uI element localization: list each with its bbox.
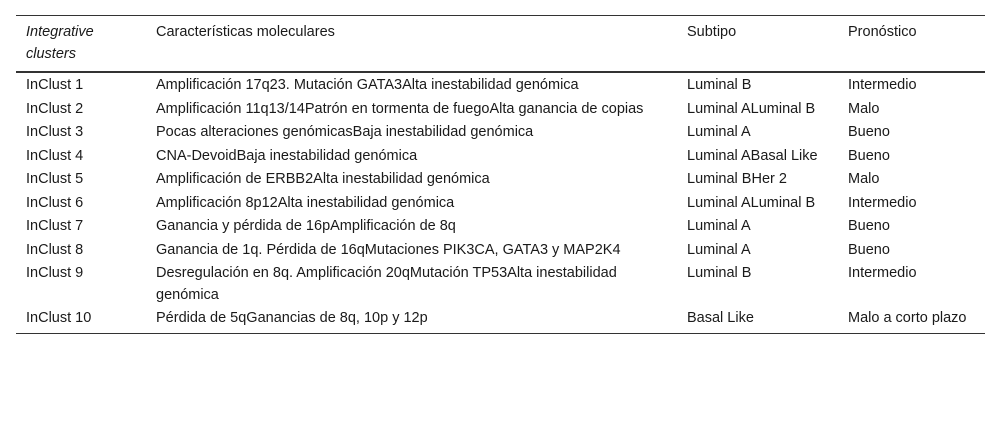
cell-subtype: Luminal A xyxy=(687,241,751,258)
cell-subtype: Luminal A xyxy=(687,218,751,234)
cell-cluster: InClust 5 xyxy=(26,171,84,187)
cell-subtype: Luminal ABasal Like xyxy=(687,147,818,164)
cell-prognosis: Malo a corto plazo xyxy=(838,307,985,333)
cell-prognosis: Bueno xyxy=(848,124,890,140)
cell-subtype: Luminal B xyxy=(687,265,752,281)
cell-cluster: InClust 4 xyxy=(26,147,84,164)
cell-subtype: Luminal ALuminal B xyxy=(687,100,816,117)
table-row xyxy=(16,239,985,263)
cell-features: Ganancia de 1q. Pérdida de 16qMutaciones PIK3CA, GATA3 y MAP2K4 xyxy=(156,241,621,258)
cell-features: Amplificación 17q23. Mutación GATA3Alta inestabilidad genómica xyxy=(156,77,579,93)
cell-subtype: Luminal BHer 2 xyxy=(687,171,787,187)
table-row xyxy=(16,72,985,98)
header-pronostico: Pronóstico xyxy=(838,16,985,73)
cell-prognosis: Bueno xyxy=(848,241,890,258)
cell-prognosis: Malo xyxy=(848,171,880,187)
header-caracteristicas: Características moleculares xyxy=(146,16,677,73)
table-row xyxy=(16,192,985,216)
cell-cluster: InClust 3 xyxy=(26,124,84,140)
cell-features: Pérdida de 5qGanancias de 8q, 10p y 12p xyxy=(146,307,677,333)
cell-subtype: Basal Like xyxy=(677,307,838,333)
table-row xyxy=(16,98,985,122)
table-row xyxy=(16,307,985,333)
cell-prognosis: Intermedio xyxy=(848,265,917,281)
table-row xyxy=(16,121,985,145)
table-header xyxy=(16,16,985,73)
cell-cluster: InClust 2 xyxy=(26,100,84,117)
cell-prognosis: Bueno xyxy=(848,218,890,234)
cell-cluster: InClust 1 xyxy=(26,77,84,93)
header-row xyxy=(16,16,985,73)
cell-features: Amplificación 11q13/14Patrón en tormenta de fuegoAlta ganancia de copias xyxy=(156,100,644,117)
cell-cluster: InClust 10 xyxy=(16,307,146,333)
cell-cluster: InClust 8 xyxy=(26,241,84,258)
cell-features: Ganancia y pérdida de 16pAmplificación de 8q xyxy=(156,218,456,234)
cell-prognosis: Intermedio xyxy=(848,77,917,93)
cell-features: Amplificación 8p12Alta inestabilidad genómica xyxy=(156,194,455,211)
cell-prognosis: Intermedio xyxy=(848,194,917,211)
table-row xyxy=(16,262,985,307)
table-row xyxy=(16,168,985,192)
clusters-table xyxy=(16,15,985,334)
cell-prognosis: Malo xyxy=(848,100,880,117)
table-row xyxy=(16,215,985,239)
cell-cluster: InClust 9 xyxy=(26,265,84,281)
cell-cluster: InClust 7 xyxy=(26,218,84,234)
cell-subtype: Luminal A xyxy=(687,124,751,140)
cell-features: Desregulación en 8q. Amplificación 20qMutación TP53Alta inestabilidad genómica xyxy=(156,265,617,303)
cell-features: CNA-DevoidBaja inestabilidad genómica xyxy=(156,147,418,164)
header-integrative-clusters: Integrative clusters xyxy=(16,16,146,73)
table-body xyxy=(16,72,985,333)
cell-prognosis: Bueno xyxy=(848,147,890,164)
cell-features: Amplificación de ERBB2Alta inestabilidad genómica xyxy=(156,171,490,187)
cell-cluster: InClust 6 xyxy=(26,194,84,211)
cell-features: Pocas alteraciones genómicasBaja inestabilidad genómica xyxy=(156,124,534,140)
cell-subtype: Luminal B xyxy=(687,77,752,93)
cell-subtype: Luminal ALuminal B xyxy=(687,194,816,211)
table-row xyxy=(16,145,985,169)
header-subtipo: Subtipo xyxy=(677,16,838,73)
